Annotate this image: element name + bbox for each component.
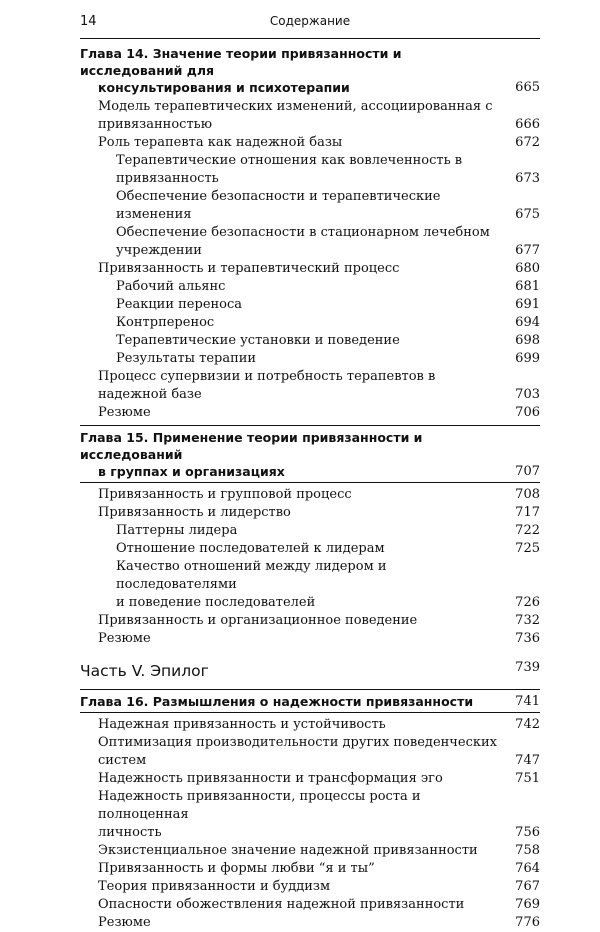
entry-text: Паттерны лидера: [116, 523, 238, 538]
page-ref: 776: [515, 915, 540, 930]
page-ref: 675: [515, 207, 540, 222]
toc-entry: [80, 98, 540, 134]
chapter-title-line: Глава 14. Значение теории привязанности и исследований для: [80, 46, 402, 78]
entry-text: Терапевтические отношения как вовлеченность в привязанность: [116, 153, 463, 186]
page-ref: 694: [515, 315, 540, 330]
toc-entry: [80, 914, 540, 932]
entry-text-line: Качество отношений между лидером и последователями: [116, 559, 387, 592]
toc-entry: [80, 332, 540, 350]
chapter-14-heading: [80, 45, 540, 96]
entry-text: Привязанность и формы любви “я и ты”: [98, 861, 375, 876]
toc-entry: [80, 522, 540, 540]
page-ref: 691: [515, 297, 540, 312]
chapter-title-line: консультирования и психотерапии: [98, 80, 350, 95]
toc-entry: [80, 504, 540, 522]
page-ref: 747: [515, 753, 540, 768]
page-ref: 756: [515, 825, 540, 840]
section-rule: [80, 482, 540, 483]
entry-text: Надежность привязанности и трансформация эго: [98, 771, 443, 786]
entry-text: Привязанность и организационное поведение: [98, 613, 418, 628]
page-ref: 673: [515, 171, 540, 186]
running-title: Содержание: [269, 14, 351, 28]
toc-entry: [80, 788, 540, 842]
section-rule: [80, 712, 540, 713]
page-ref: 732: [515, 613, 540, 628]
entry-text: Надежная привязанность и устойчивость: [98, 717, 386, 732]
toc-entry: [80, 260, 540, 278]
toc-entry: [80, 558, 540, 612]
toc-entry: [80, 486, 540, 504]
entry-text: Опасности обожествления надежной привязанности: [98, 897, 465, 912]
page-ref: 708: [515, 487, 540, 502]
page-ref: 665: [515, 80, 540, 95]
entry-text-line: Надежность привязанности, процессы роста и полноценная: [98, 789, 421, 822]
page-ref: 736: [515, 631, 540, 646]
page-ref: 699: [515, 351, 540, 366]
page-ref: 698: [515, 333, 540, 348]
entry-text-line: и поведение последователей: [116, 595, 316, 610]
page-ref: 672: [515, 135, 540, 150]
page-ref: 764: [515, 861, 540, 876]
toc-entry: [80, 896, 540, 914]
toc-entry: [80, 296, 540, 314]
page-ref: 742: [515, 717, 540, 732]
entry-text: Результаты терапии: [116, 351, 257, 366]
page-ref: 677: [515, 243, 540, 258]
toc-entry: [80, 842, 540, 860]
toc-entry: [80, 224, 540, 260]
page-ref: 725: [515, 541, 540, 556]
chapter-title-line: в группах и организациях: [98, 464, 285, 479]
section-rule: [80, 689, 540, 690]
chapter-16-heading: [80, 693, 540, 710]
section-rule: [80, 425, 540, 426]
header-rule: [80, 38, 540, 39]
entry-text: Привязанность и групповой процесс: [98, 487, 352, 502]
page-ref: 706: [515, 405, 540, 420]
toc-entry: [80, 134, 540, 152]
page-ref: 666: [515, 117, 540, 132]
entry-text: Резюме: [98, 405, 151, 420]
part-5-heading: [80, 660, 540, 682]
page-ref: 769: [515, 897, 540, 912]
toc-entry: [80, 278, 540, 296]
entry-text: Обеспечение безопасности и терапевтические изменения: [116, 189, 441, 222]
toc-entry: [80, 860, 540, 878]
table-of-contents: [80, 43, 540, 932]
entry-text: Теория привязанности и буддизм: [98, 879, 331, 894]
toc-entry: [80, 350, 540, 368]
entry-text: Реакции переноса: [116, 297, 243, 312]
entry-text: Резюме: [98, 631, 151, 646]
entry-text: Контрперенос: [116, 315, 215, 330]
page-ref: 722: [515, 523, 540, 538]
entry-text: Обеспечение безопасности в стационарном лечебном учреждении: [116, 225, 490, 258]
toc-entry: [80, 878, 540, 896]
toc-entry: [80, 770, 540, 788]
page-ref: 681: [515, 279, 540, 294]
entry-text: Рабочий альянс: [116, 279, 226, 294]
chapter-title: Глава 16. Размышления о надежности привязанности: [80, 694, 474, 709]
entry-text: Отношение последователей к лидерам: [116, 541, 385, 556]
page-ref: 741: [515, 694, 540, 709]
page-ref: 707: [515, 464, 540, 479]
toc-entry: [80, 152, 540, 188]
running-header: [80, 14, 540, 34]
page-ref: 739: [515, 660, 540, 675]
page-ref: 703: [515, 387, 540, 402]
toc-entry: [80, 612, 540, 630]
toc-entry: [80, 404, 540, 422]
chapter-15-heading: [80, 429, 540, 480]
entry-text-line: Модель терапевтических изменений, ассоциированная с: [98, 99, 493, 114]
toc-entry: [80, 540, 540, 558]
page-ref: 758: [515, 843, 540, 858]
chapter-title-line: Глава 15. Применение теории привязанности и исследований: [80, 430, 423, 462]
toc-entry: [80, 716, 540, 734]
page-ref: 767: [515, 879, 540, 894]
entry-text: Привязанность и лидерство: [98, 505, 291, 520]
toc-entry: [80, 368, 540, 404]
entry-text: Процесс супервизии и потребность терапевтов в надежной базе: [98, 369, 436, 402]
page-ref: 726: [515, 595, 540, 610]
page-ref: 751: [515, 771, 540, 786]
page-ref: 680: [515, 261, 540, 276]
page-number: 14: [80, 14, 97, 29]
entry-text: Привязанность и терапевтический процесс: [98, 261, 400, 276]
entry-text: Резюме: [98, 915, 151, 930]
toc-entry: [80, 188, 540, 224]
entry-text: Роль терапевта как надежной базы: [98, 135, 343, 150]
toc-entry: [80, 734, 540, 770]
entry-text: Терапевтические установки и поведение: [116, 333, 400, 348]
entry-text: Экзистенциальное значение надежной привязанности: [98, 843, 478, 858]
page-ref: 717: [515, 505, 540, 520]
toc-entry: [80, 314, 540, 332]
entry-text-line: привязанностью: [98, 117, 213, 132]
entry-text-line: личность: [98, 825, 162, 840]
part-title: Часть V. Эпилог: [80, 662, 209, 680]
toc-entry: [80, 630, 540, 648]
entry-text: Оптимизация производительности других поведенческих систем: [98, 735, 497, 768]
